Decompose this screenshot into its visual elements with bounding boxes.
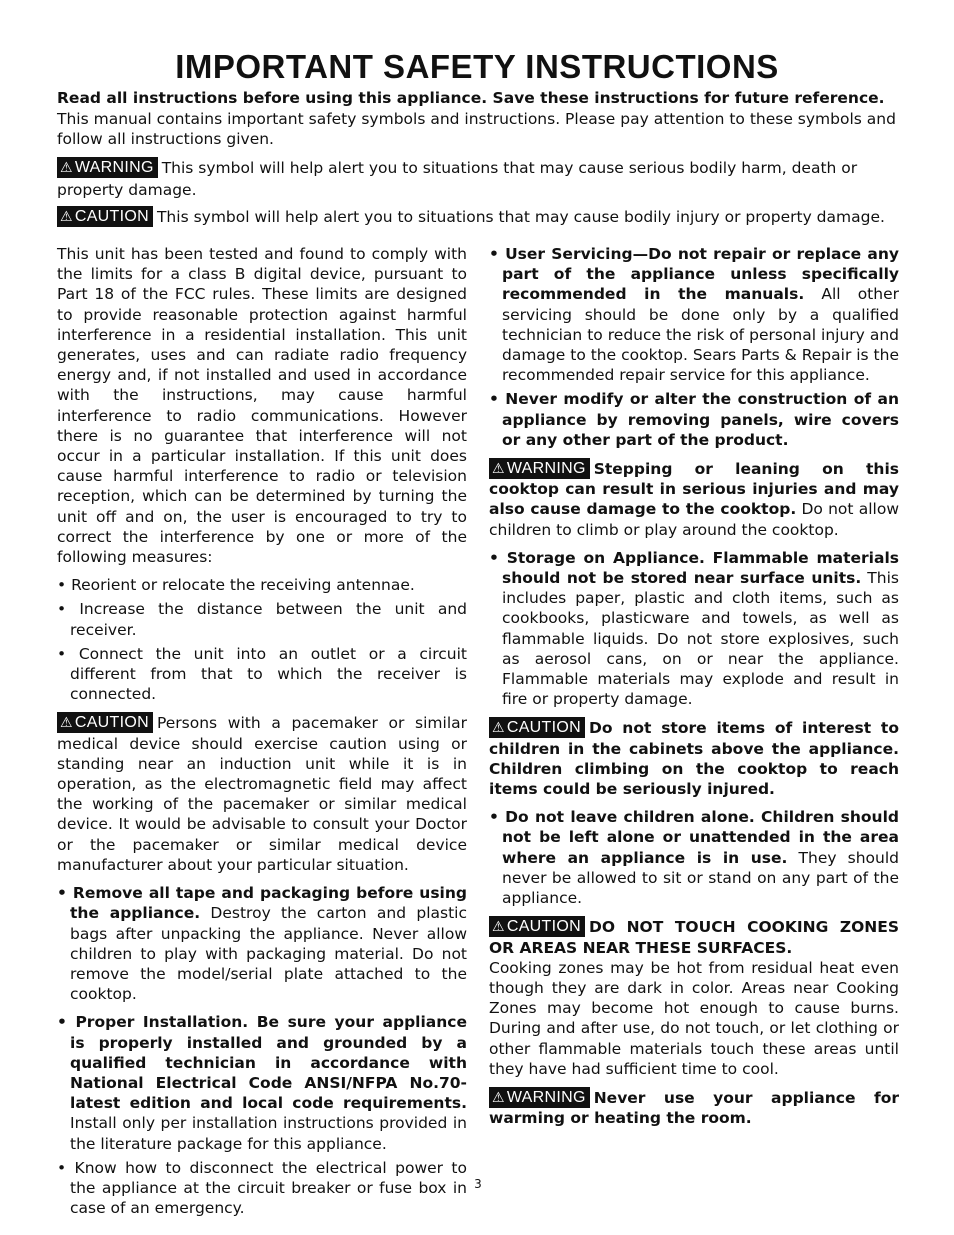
warning-triangle-icon: ⚠ (492, 460, 505, 477)
installation-text: Install only per installation instructions provided in the literature package for this appliance. (70, 1114, 467, 1153)
storage-text: This includes paper, plastic and cloth items, such as cookbooks, plasticware and towels, as well as flammable liquids. Do not store explosives, such as aerosol cans, on or near the appliance. Flammable materials may explode and result in fire or property damage. (502, 569, 899, 709)
caution-badge (57, 712, 153, 733)
touch-caution (489, 916, 899, 1079)
heating-heading: Never use your appliance for warming or heating the room. (489, 1088, 899, 1128)
intro-lead: Read all instructions before using this appliance. Save these instructions for future reference. (57, 89, 885, 107)
disconnect-item: • Know how to disconnect the electrical power to the appliance at the circuit breaker or fuse box in case of an emergency. (57, 1158, 467, 1218)
warning-badge (57, 157, 158, 178)
caution-triangle-icon: ⚠ (492, 719, 505, 736)
warning-legend-text: This symbol will help alert you to situations that may cause serious bodily harm, death or property damage. (57, 159, 858, 199)
measure-item: • Reorient or relocate the receiving antennae. (57, 576, 415, 595)
alone-item (489, 807, 899, 908)
alone-text: They should never be allowed to sit or stand on any part of the appliance. (502, 848, 899, 908)
measure-item: • Connect the unit into an outlet or a circuit different from that to which the receiver is connected. (57, 644, 467, 704)
intro-text: This manual contains important safety symbols and instructions. Please pay attention to these symbols and follow all instructions given. (57, 109, 896, 148)
pacemaker-caution (57, 712, 467, 875)
caution-badge-label: CAUTION (506, 918, 581, 936)
alone-heading: • Do not leave children alone. Children should not be left alone or unattended in the area where an appliance is in use. (489, 808, 899, 867)
caution-legend (57, 206, 899, 228)
warning-badge-label: WARNING (506, 1088, 586, 1106)
measure-item: • Increase the distance between the unit and receiver. (57, 600, 467, 639)
stepping-heading: Stepping or leaning on this cooktop can result in serious injuries and may also cause damage to the cooktop. (489, 460, 899, 519)
warning-badge-label: WARNING (506, 460, 586, 478)
warning-triangle-icon: ⚠ (60, 159, 73, 175)
warning-legend (57, 157, 899, 201)
installation-heading: • Proper Installation. Be sure your appliance is properly installed and grounded by a qualified technician in accordance with National Electrical Code ANSI/NFPA No.70-latest edition and local code requirements. (57, 1013, 467, 1113)
symbol-legend (57, 157, 899, 233)
children-caution (489, 717, 899, 799)
heating-warning (489, 1087, 899, 1128)
pacemaker-text: Persons with a pacemaker or similar medical device should exercise caution using or standing near an induction unit while it is in operation, as the electromagnetic field may affect the working of the pacemaker or similar medical device. It would be advisable to consult your Doctor or the pacemaker or similar medical device manufacturer about your particular situation. (57, 714, 467, 874)
fcc-paragraph: This unit has been tested and found to comply with the limits for a class B digital device, pursuant to Part 18 of the FCC rules. These limits are designed to provide reasonable protection against harmful interference in a residential installation. This unit generates, uses and can radiate radio frequency energy and, if not installed and used in accordance with the instructions, may cause harmful interference to radio communications. However there is no guarantee that interference will not occur in a particular installation. If this unit does cause harmful interference to radio or television reception, which can be determined by turning the unit off and on, the user is encouraged to try to correct the interference by one or more of the following measures: (57, 245, 467, 567)
left-column (57, 244, 467, 1222)
caution-badge (57, 206, 153, 227)
caution-badge-label: CAUTION (74, 714, 149, 732)
stepping-text: Do not allow children to climb or play around the cooktop. (489, 500, 899, 539)
warning-triangle-icon: ⚠ (492, 1088, 505, 1105)
tape-text: Destroy the carton and plastic bags after unpacking the appliance. Never allow children to play with packaging material. Do not remove the model/serial plate attached to the cooktop. (70, 904, 467, 1004)
page-number: 3 (474, 1177, 482, 1191)
warning-badge (489, 458, 590, 479)
warning-badge-label: WARNING (74, 159, 154, 176)
servicing-item (489, 244, 899, 385)
caution-badge (489, 717, 585, 738)
caution-badge (489, 916, 585, 937)
caution-badge-label: CAUTION (506, 719, 581, 737)
right-column (489, 244, 899, 1136)
tape-heading: • Remove all tape and packaging before using the appliance. (57, 884, 467, 923)
installation-item (57, 1012, 467, 1153)
modify-item: • Never modify or alter the construction of an appliance by removing panels, wire covers or any other part of the product. (489, 390, 899, 449)
storage-item (489, 548, 899, 710)
caution-triangle-icon: ⚠ (60, 714, 73, 731)
caution-triangle-icon: ⚠ (60, 208, 73, 224)
touch-text: Cooking zones may be hot from residual heat even though they are dark in color. Areas near Cooking Zones may become hot enough to cause burns. During and after use, do not touch, or let clothing or other flammable materials touch these areas until they have had sufficient time to cool. (489, 958, 899, 1078)
caution-triangle-icon: ⚠ (492, 918, 505, 935)
page-title: IMPORTANT SAFETY INSTRUCTIONS (175, 48, 779, 85)
stepping-warning (489, 458, 899, 540)
intro-block (57, 88, 899, 150)
storage-heading: • Storage on Appliance. Flammable materials should not be stored near surface units. (489, 548, 899, 588)
servicing-heading: • User Servicing—Do not repair or replace any part of the appliance unless specifically recommended in the manuals. (489, 245, 899, 304)
caution-legend-text: This symbol will help alert you to situations that may cause bodily injury or property damage. (156, 208, 885, 226)
touch-heading: DO NOT TOUCH COOKING ZONES OR AREAS NEAR THESE SURFACES. (489, 918, 899, 957)
servicing-text: All other servicing should be done only by a qualified technician to reduce the risk of personal injury and damage to the cooktop. Sears Parts & Repair is the recommended repair service for this appliance. (502, 285, 899, 385)
children-heading: Do not store items of interest to children in the cabinets above the appliance. Children climbing on the cooktop to reach items could be seriously injured. (489, 719, 899, 799)
tape-item (57, 883, 467, 1004)
caution-badge-label: CAUTION (74, 208, 149, 225)
warning-badge (489, 1087, 590, 1108)
